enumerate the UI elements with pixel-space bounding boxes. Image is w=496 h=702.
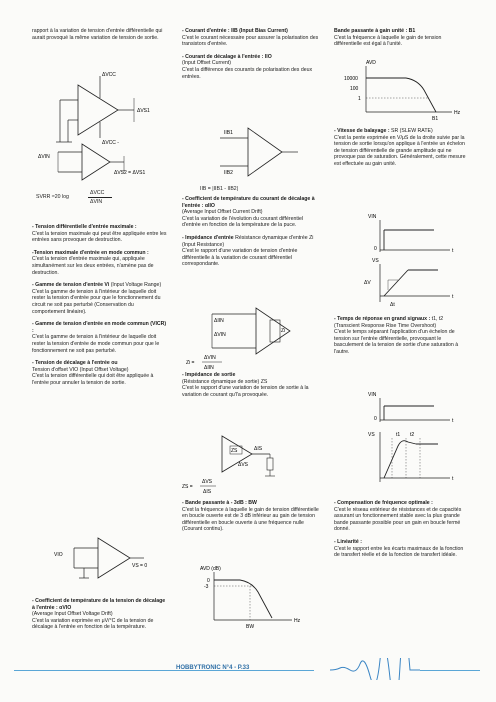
fig7-avd: AVD	[366, 60, 376, 66]
column-2-output-impedance	[182, 372, 320, 404]
fig4-zi: Zi	[281, 328, 286, 334]
input-impedance-text: C'est le rapport d'une variation de tension d'entrée différentielle à la variation de courant différentiel correspondante.	[182, 248, 298, 268]
svrr-fraction-bar	[88, 197, 112, 198]
fig8-dv: ΔV	[364, 280, 371, 286]
max-diff-voltage-text: C'est la tension maximale qui peut être appliquée entre les entrées sans provoquer de destruction.	[32, 230, 167, 244]
column-2-bandwidth	[182, 500, 320, 539]
intro-text: rapport à la variation de tension d'entrée différentielle qui aurait provoqué la même variation de tension de sortie.	[32, 28, 163, 41]
freq-compensation-title: - Compensation de fréquence optimale :	[334, 500, 433, 506]
fig5-frac-num: ΔVS	[202, 479, 213, 485]
offset-drift-sub: (Average Input Offset Voltage Drift)	[32, 611, 113, 618]
output-impedance-text: C'est le rapport d'une variation de tension de sortie à la variation de courant qu'l'a provoquée.	[182, 385, 309, 398]
current-drift-sub: (Average Input Offset Current Drift)	[182, 209, 263, 216]
fig1-vs1: ΔVS1	[137, 108, 150, 114]
fig5-is: ΔIS	[254, 446, 263, 452]
fig9-t2: t2	[410, 432, 415, 438]
unity-gain-bw-text: C'est la fréquence à laquelle le gain de tension différentielle est égal à l'unité.	[334, 34, 442, 48]
fig1-vcc-plus: ΔVCC	[102, 72, 116, 78]
offset-current-diagram	[186, 120, 316, 184]
offset-voltage-title: - Tension de décalage à l'entrée ou	[32, 360, 118, 367]
linearity-title: - Linéarité :	[334, 538, 362, 545]
response-time-text: C'est le temps séparant l'application d'un échelon de tension sur l'entrée différentielle, provoquant le basculement de la tension de sortie d'une saturation à l'autre.	[334, 329, 459, 355]
common-mode-range-text: C'est la gamme de tension à l'intérieur de laquelle doit rester la tension d'entrée de mode commun pour que le fonctionnement ne soit pas perturbé.	[32, 334, 160, 354]
svrr-opamp-diagram-2	[38, 138, 174, 188]
column-3-response	[334, 316, 470, 362]
column-1-bottom	[32, 598, 168, 637]
fig2-vs: VS = 0	[132, 563, 148, 569]
fig8-dt: Δt	[390, 302, 395, 308]
slew-rate-title: - Vitesse de balayage :	[334, 128, 390, 134]
max-common-mode-title: -Tension maximale d'entrée en mode commun :	[32, 249, 149, 256]
fig5-zs-box: ZS	[231, 448, 238, 454]
offset-current-sub: (Input Offset Current)	[182, 60, 231, 67]
fig7-tick-1: 1	[358, 96, 361, 102]
input-range-text: C'est la gamme de tension à l'intérieur de laquelle doit rester la tension d'entrée pour que le fonctionnement du circuit ne soit pas perturbé (Conservation du comportement linéaire).	[32, 288, 161, 315]
bias-current-title: - Courant d'entrée : IIB (Input Bias Current)	[182, 28, 288, 34]
output-impedance-title: - Impédance de sortie	[182, 372, 236, 378]
offset-current-equation: IIB = |IIB1 - IIB2|	[200, 186, 239, 192]
output-impedance-sub: (Résistance dynamique de sortie) ZS	[182, 378, 268, 385]
input-range-sub: (Input Voltage Range)	[110, 282, 162, 289]
fig4-frac-num: ΔVIN	[204, 355, 216, 361]
fig9-t: t	[452, 418, 454, 424]
offset-current-title: - Courant de décalage à l'entrée : IIO	[182, 53, 272, 60]
max-diff-voltage-title: - Tension différentielle d'entrée maximale :	[32, 224, 137, 230]
offset-voltage-text: C'est la tension différentielle qui doit être appliquée à l'entrée pour annuler la tension de sortie.	[32, 373, 154, 386]
fig8-vin: VIN	[368, 214, 377, 220]
column-2-mid	[182, 196, 320, 274]
column-3-bottom	[334, 500, 470, 565]
fig6-m3: -3	[204, 584, 209, 590]
footer-rule-right	[420, 670, 480, 671]
fig9-vs: VS	[368, 432, 375, 438]
current-drift-title: - Coefficient de température du courant de décalage à l'entrée : αIIO	[182, 196, 315, 209]
response-time-sub: t1, t2 (Transcient Response Rise Time Overshoot)	[334, 316, 444, 329]
offset-drift-text: C'est la variation exprimée en μV/°C de la tension de décalage à l'entrée en fonction de la température.	[32, 617, 154, 631]
fig1-vs2: ΔVS2 = ΔVS1	[114, 170, 146, 176]
fig9-vin: VIN	[368, 392, 377, 398]
fig2-vio: VIO	[54, 552, 63, 558]
bandwidth-graph	[192, 562, 318, 632]
freq-compensation-text: C'est le réseau extérieur de résistances et de capacités assurant un fonctionnement stable avec la plus grande bande passante possible pour un gain en boucle fermé donné.	[334, 506, 462, 533]
fig9-zero: 0	[374, 416, 377, 422]
svrr-label: SVRR ≈20 log	[36, 194, 69, 200]
svrr-denominator: ΔVIN	[90, 199, 103, 205]
unity-gain-bw-title: Bande passante à gain unité : B1	[334, 28, 416, 34]
offset-drift-title: - Coefficient de température de la tension de décalage à l'entrée : αVIO	[32, 598, 166, 611]
column-1-sections	[32, 224, 168, 392]
fig8-vs: VS	[372, 258, 379, 264]
input-impedance-diagram	[186, 306, 316, 376]
svrr-numerator: ΔVCC	[90, 190, 105, 196]
fig7-tick-10000: 10000	[344, 76, 358, 82]
bandwidth-text: C'est la fréquence à laquelle le gain de tension différentielle en boucle ouverte est de 3 dB inférieur au gain de tension différentielle en boucle ouverte à une fréquence nulle (Courant continu).	[182, 506, 319, 533]
output-impedance-diagram	[182, 432, 316, 500]
column-3-slew	[334, 128, 470, 174]
fig5-frac-den: ΔIS	[203, 489, 212, 495]
offset-voltage-sub: Tension d'offset VIO (Input Offset Voltage)	[32, 366, 129, 373]
fig3-ib1: IIB1	[224, 130, 233, 136]
offset-current-text: C'est la différence des courants de polarisation des deux entrées.	[182, 66, 313, 80]
fig4-vin: ΔVIN	[214, 332, 226, 338]
page-footer: HOBBYTRONIC N°4 - P.33	[176, 665, 250, 671]
fig6-zero: 0	[207, 578, 210, 584]
response-time-graph	[354, 390, 464, 490]
fig5-vs: ΔVS	[238, 462, 249, 468]
column-2	[182, 28, 320, 86]
fig7-hz: Hz	[454, 110, 461, 116]
fig5-zs-eq: ZS =	[182, 484, 193, 490]
unity-gain-graph	[336, 58, 470, 126]
fig6-avd: AVD (dB)	[200, 566, 221, 572]
bandwidth-title: - Bande passante à - 3dB : BW	[182, 500, 257, 506]
max-common-mode-text: C'est la tension d'entrée maximale qui, appliquée simultanément sur les deux entrées, n'amène pas de destruction.	[32, 256, 154, 276]
bias-current-text: C'est le courant nécessaire pour assurer la polarisation des transistors d'entrée.	[182, 34, 319, 48]
column-1	[32, 28, 168, 47]
fig4-zi-eq: Zi =	[186, 360, 195, 366]
fig9-t-bottom: t	[452, 476, 454, 482]
column-3	[334, 28, 470, 54]
offset-voltage-diagram	[44, 532, 168, 584]
waveform-logo	[330, 658, 420, 680]
fig8-zero: 0	[374, 246, 377, 252]
fig9-t1: t1	[396, 432, 401, 438]
fig8-t2: t	[452, 294, 454, 300]
footer-rule-left	[14, 670, 314, 671]
input-impedance-title: - Impédance d'entrée	[182, 234, 234, 241]
fig7-b1: B1	[432, 116, 439, 122]
slew-rate-graph	[354, 210, 464, 310]
response-time-title: - Temps de réponse en grand signaux :	[334, 316, 431, 322]
input-impedance-sub: Résistance dynamique d'entrée Zi (Input Resistance)	[182, 234, 314, 248]
fig4-frac-den: ΔIIN	[204, 365, 214, 371]
fig1-vin: ΔVIN	[38, 154, 50, 160]
slew-rate-sub: SR (SLEW RATE)	[391, 128, 433, 134]
linearity-text: C'est le rapport entre les écarts maximaux de la fonction de transfert réelle et de la fonction de transfert idéale.	[334, 545, 464, 559]
fig6-bw: BW	[246, 624, 255, 630]
current-drift-text: C'est la variation de l'évolution du courant différentiel d'entrée en fonction de la température de la puce.	[182, 215, 303, 229]
fig4-iin: ΔIIN	[214, 318, 224, 324]
common-mode-range-title: - Gamme de tension d'entrée en mode commun (VICR) :	[32, 321, 167, 334]
fig8-t: t	[452, 248, 454, 254]
fig3-ib2: IIB2	[224, 170, 233, 176]
input-range-title: - Gamme de tension d'entrée Vi	[32, 282, 110, 289]
fig7-tick-100: 100	[350, 86, 359, 92]
slew-rate-text: C'est la pente exprimée en V/μS de la droite suivie par la tension de sortie lorsqu'on applique à l'entrée un échelon de tension différentielle de grande amplitude qui ne provoque pas de saturation. Généralement, cette mesure est effectuée au gain unité.	[334, 134, 466, 167]
fig1-vcc-minus: ΔVCC -	[102, 140, 119, 146]
fig6-hz: Hz	[294, 618, 301, 624]
